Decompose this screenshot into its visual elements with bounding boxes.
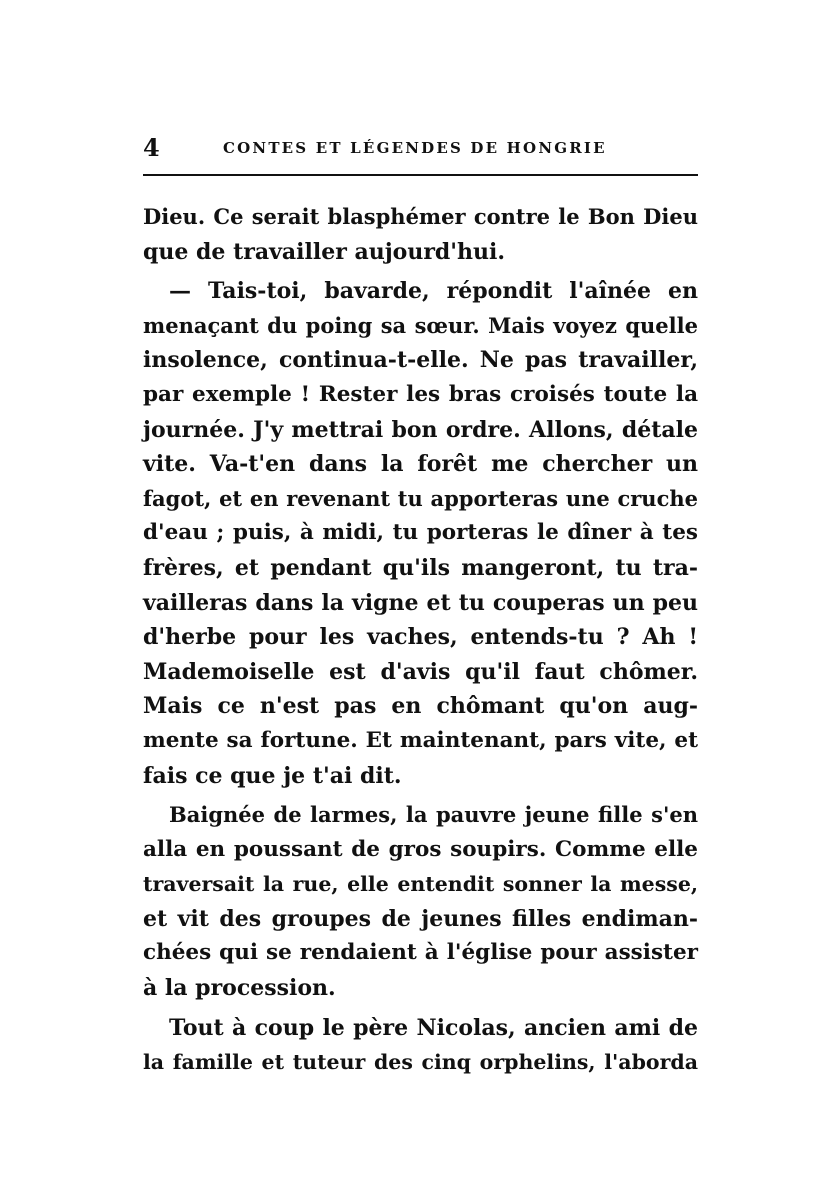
- text-line: vite. Va-t'en dans la forêt me chercher un: [143, 451, 698, 478]
- page-header: [143, 133, 698, 163]
- text-line: à la procession.: [143, 975, 336, 1002]
- text-line: traversait la rue, elle entendit sonner la messe,: [143, 872, 698, 897]
- text-line: Dieu. Ce serait blasphémer contre le Bon Dieu: [143, 204, 698, 229]
- text-line: fais ce que je t'ai dit.: [143, 762, 402, 789]
- page-number: 4: [143, 133, 160, 162]
- text-line: Mais ce n'est pas en chômant qu'on aug-: [143, 693, 698, 720]
- text-line: Baignée de larmes, la pauvre jeune fille s'en: [169, 802, 698, 828]
- text-line: d'herbe pour les vaches, entends-tu ? Ah !: [143, 624, 698, 651]
- text-line: la famille et tuteur des cinq orphelins, l'aborda: [143, 1050, 698, 1075]
- text-line: menaçant du poing sa sœur. Mais voyez quelle: [143, 312, 698, 338]
- text-line: d'eau ; puis, à midi, tu porteras le dîner à tes: [143, 520, 698, 546]
- text-line: insolence, continua-t-elle. Ne pas travailler,: [143, 347, 698, 374]
- text-line: — Tais-toi, bavarde, répondit l'aînée en: [169, 278, 698, 305]
- text-line: vailleras dans la vigne et tu couperas un peu: [143, 589, 698, 616]
- text-line: Tout à coup le père Nicolas, ancien ami de: [169, 1014, 698, 1041]
- text-line: journée. J'y mettrai bon ordre. Allons, détale: [143, 416, 698, 443]
- text-line: par exemple ! Rester les bras croisés toute la: [143, 381, 698, 407]
- text-line: fagot, et en revenant tu apporteras une cruche: [143, 485, 698, 511]
- text-line: et vit des groupes de jeunes filles endiman-: [143, 905, 698, 932]
- text-line: alla en poussant de gros soupirs. Comme elle: [143, 836, 698, 862]
- text-line: Mademoiselle est d'avis qu'il faut chômer.: [143, 658, 698, 685]
- text-line: que de travailler aujourd'hui.: [143, 238, 506, 265]
- running-title: CONTES ET LÉGENDES DE HONGRIE: [223, 139, 607, 157]
- header-rule: [143, 174, 698, 176]
- text-line: mente sa fortune. Et maintenant, pars vite, et: [143, 727, 698, 753]
- body-text: [143, 200, 698, 1080]
- text-line: chées qui se rendaient à l'église pour assister: [143, 940, 698, 966]
- text-line: frères, et pendant qu'ils mangeront, tu tra-: [143, 554, 698, 581]
